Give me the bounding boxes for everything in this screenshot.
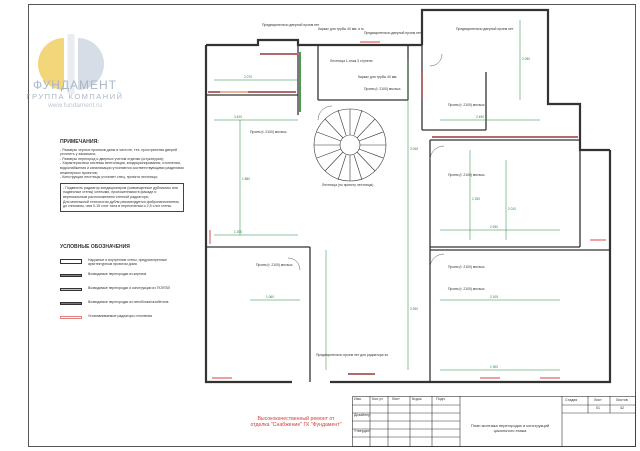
tb-header: №док (412, 397, 422, 401)
title-block (352, 396, 636, 447)
dim-label: 2 090 (522, 57, 530, 61)
dim-label: 3 420 (234, 115, 242, 119)
note-item: - Конструкции лестницы уточняет спец. проекта лестницы; (60, 175, 159, 180)
logo-subtitle: ГРУППА КОМПАНИЙ (26, 92, 124, 101)
plan-note: Проем (t: 2100) мм выс. (364, 87, 402, 91)
plan-note: Проем (t: 2100) мм выс. (256, 263, 294, 267)
spiral-stair (314, 109, 386, 181)
plan-note: Проем (t: 2100) мм выс. (448, 103, 486, 107)
note-item: - Размеры черных проемов даны в чистоте, тех. пространства дверей уточнить у заказчика; (60, 147, 178, 157)
legend-label: Возводимые перегородки из кирпича (88, 272, 147, 276)
dim-label: 3 045 (410, 147, 418, 151)
plan-note: Проем (t: 2100) мм выс. (448, 265, 486, 269)
plan-note: Каркас для трубы 40 мм. (358, 75, 398, 79)
legend-label: Возводимые перегородки и конструкции из ГКЛ/ГВЛ (88, 286, 170, 290)
plan-note: Предварительно дверной проем нет (456, 27, 514, 31)
tb-sheets-count: 42 (620, 406, 624, 410)
note-item: - Подвесить радиатор кондиционеров (совмещенные дубликаты или подвесные стены) слепыми, проложенными в фасаде и вертикальным расположением стенной радиатора; (63, 185, 178, 199)
tb-sheets-header: Листов (616, 398, 628, 402)
dim-label: 1 250 (472, 197, 480, 201)
plan-note: Предварительно дверной проем нет (364, 31, 422, 35)
dim-label: 2 930 (490, 225, 498, 229)
note-item: - Характеристики системы вентиляции, кондиционирования, отопления, водоснабжения и канализации уточняются соответствующими разделами инженерных проектов; (60, 161, 184, 175)
tb-header: Изм. (354, 397, 362, 401)
plan-note: Каркас для трубы 40 мм. и м. (318, 27, 365, 31)
dim-label: 1 900 (490, 365, 498, 369)
legend-title: УСЛОВНЫЕ ОБОЗНАЧЕНИЯ (60, 244, 130, 250)
dim-label: 2 010 (508, 207, 516, 211)
plan-note: Лестница 1-этаж 3 ступени (330, 59, 373, 63)
dim-label: 3 250 (410, 307, 418, 311)
dim-label: 2 490 (476, 115, 484, 119)
tb-stage-header: Стадия (565, 398, 578, 402)
tb-sheet-number: 01 (596, 406, 600, 410)
tb-drawing-title: План монтажа перегородок и конструкций цокольного этажа (470, 423, 550, 433)
promo-line: Высококачественный ремонт от (257, 416, 335, 422)
tb-header: Лист (392, 397, 400, 401)
tb-role: Утвердил (354, 429, 370, 433)
plan-note: Проем (t: 2100) мм выс. (448, 173, 486, 177)
note-item: Для монтажной технологии дубля рекомендуется фибронаполнитель дл гипсовом, чем 0-15 слот типа в пересечении и 2,5 слот стены. (63, 199, 180, 209)
promo-line: отделка "Снабжение" ГК "Фундамент" (250, 422, 342, 429)
plan-note: Проем (t: 2100) мм выс. (448, 287, 486, 291)
tb-sheet-header: Лист (594, 398, 602, 402)
dim-label: 1 200 (234, 230, 242, 234)
dim-label: 1 060 (266, 295, 274, 299)
dim-label: 2 070 (244, 75, 252, 79)
promo-text (226, 416, 366, 428)
tb-header: Кол.уч (372, 397, 383, 401)
note-item: - Размеры перегород и дверных учетом отделки (штукатурка); (60, 156, 164, 161)
legend-label: Устанавливаемые радиаторы отопления (88, 314, 153, 318)
tb-role: Дизайнер (354, 413, 371, 417)
plan-note: Проем (t: 2100) мм выс. (250, 130, 288, 134)
stair-label: Лестница (по проекту лестницы) (322, 183, 374, 187)
plan-note: Предварительно дверной проем нет (262, 23, 320, 27)
logo-url[interactable]: www.fundament.ru (48, 102, 102, 109)
legend-label: Возводимые перегородки из пеноблока/газобетона (88, 300, 169, 304)
dim-label: 2 105 (490, 295, 498, 299)
legend-label: Наружные и внутренние стены, предусмотренные архитектурным проектом дома (88, 258, 168, 266)
notes-title: ПРИМЕЧАНИЯ: (60, 139, 100, 145)
dim-label: 1 880 (242, 177, 250, 181)
tb-header: Подп. (436, 397, 446, 401)
logo-name: ФУНДАМЕНТ (33, 78, 117, 92)
plan-note: Предварительно проем нет для радиатора эл. (316, 353, 390, 357)
